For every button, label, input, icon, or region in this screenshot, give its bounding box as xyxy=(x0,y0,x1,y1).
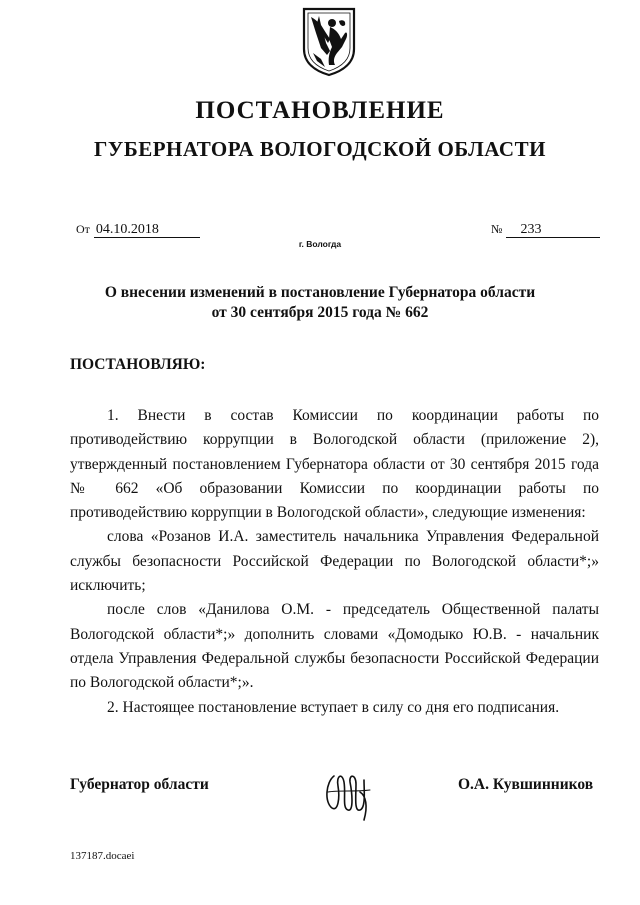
date-field xyxy=(76,222,200,238)
body-paragraph-2: слова «Розанов И.А. заместитель начальника Управления Федеральной службы безопасности Российской Федерации по Вологодской области*;» исключить; xyxy=(70,528,599,595)
body-paragraph-1: 1. Внести в состав Комиссии по координации работы по противодействию коррупции в Вологодской области (приложение 2), утвержденный постановлением Губернатора области от 30 сентября 2015 года № 662 «Об образовании Комиссии по координации работы по противодействию коррупции в Вологодской области», следующие изменения: xyxy=(70,407,599,522)
handwritten-signature xyxy=(320,762,380,824)
number-prefix: № xyxy=(491,222,503,236)
signatory-name: О.А. Кувшинников xyxy=(458,776,594,793)
document-number: 233 xyxy=(506,222,600,238)
signatory-position: Губернатор области xyxy=(70,776,209,793)
document-title: ПОСТАНОВЛЕНИЕ xyxy=(195,97,445,124)
body-paragraph-3: после слов «Данилова О.М. - председатель Общественной палаты Вологодской области*;» дополнить словами «Домодыко Ю.В. - начальник отдела Управления Федеральной службы безопасности Российской Федерации по Вологодской области*;». xyxy=(70,601,599,692)
subject-line-2: от 30 сентября 2015 года № 662 xyxy=(211,304,429,321)
coat-of-arms-emblem xyxy=(299,3,359,77)
file-identifier: 137187.docaei xyxy=(70,850,135,862)
city-label: г. Вологда xyxy=(298,239,342,249)
document-subtitle: ГУБЕРНАТОРА ВОЛОГОДСКОЙ ОБЛАСТИ xyxy=(94,137,546,161)
document-body xyxy=(70,404,599,720)
subject-line-1: О внесении изменений в постановление Губернатора области xyxy=(104,284,536,301)
date-prefix: От xyxy=(76,222,90,236)
document-subject xyxy=(0,283,640,323)
number-field xyxy=(491,222,600,238)
decree-heading: ПОСТАНОВЛЯЮ: xyxy=(70,356,206,373)
body-paragraph-4: 2. Настоящее постановление вступает в силу со дня его подписания. xyxy=(107,698,560,716)
document-date: 04.10.2018 xyxy=(94,222,200,238)
